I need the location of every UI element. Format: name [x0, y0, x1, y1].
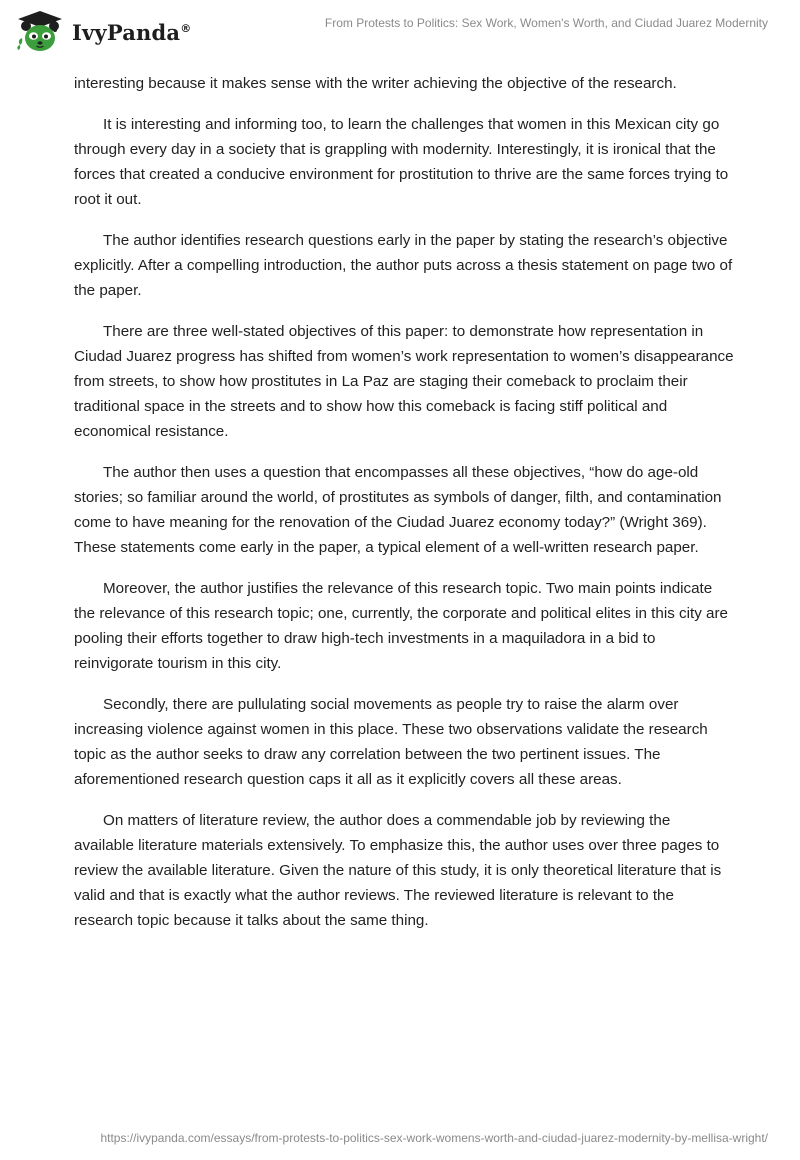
paragraph: There are three well-stated objectives of this paper: to demonstrate how representation in Ciudad Juarez progress has shifted from women’s work representation to women’s disappearance from streets, to show how prostitutes in La Paz are staging their comeback to proclaim their traditional space in the streets and to show how this comeback is facing stiff political and economical resistance. [74, 323, 734, 440]
brand-name: IvyPanda® [72, 19, 192, 45]
registered-mark: ® [180, 21, 192, 35]
paragraph: Secondly, there are pullulating social movements as people try to raise the alarm over increasing violence against women in this place. These two observations validate the research topic as the author seeks to draw any correlation between the two pertinent issues. The aforementioned research question caps it all as it explicitly covers all these areas. [74, 696, 708, 788]
source-url[interactable]: https://ivypanda.com/essays/from-protests-to-politics-sex-work-womens-worth-and-ciudad-juarez-modernity-by-mellisa-wright/ [100, 1131, 768, 1145]
paragraph: The author then uses a question that encompasses all these objectives, “how do age-old stories; so familiar around the world, of prostitutes as symbols of danger, filth, and contamination come to have meaning for the renovation of the Ciudad Juarez economy today?” (Wright 369). These statements come early in the paper, a typical element of a well-written research paper. [74, 464, 722, 556]
brand-logo[interactable] [14, 8, 191, 56]
paragraph: On matters of literature review, the author does a commendable job by reviewing the available literature materials extensively. To emphasize this, the author uses over three pages to review the available literature. Given the nature of this study, it is only theoretical literature that is valid and that is exactly what the author reviews. The reviewed literature is relevant to the research topic because it talks about the same thing. [74, 812, 722, 929]
panda-mascot-icon [14, 9, 66, 55]
page-header [0, 0, 800, 60]
paragraph: Moreover, the author justifies the relevance of this research topic. Two main points indicate the relevance of this research topic; one, currently, the corporate and political elites in this city are pooling their efforts together to draw high-tech investments in a maquiladora in a bid to reinvigorate tourism in this city. [74, 580, 728, 672]
paragraph-continuation: interesting because it makes sense with the writer achieving the objective of the research. [74, 75, 677, 92]
document-title: From Protests to Politics: Sex Work, Women's Worth, and Ciudad Juarez Modernity [324, 16, 768, 30]
paragraph: The author identifies research questions early in the paper by stating the research’s objective explicitly. After a compelling introduction, the author puts across a thesis statement on page two of the paper. [74, 232, 733, 299]
paragraph: It is interesting and informing too, to learn the challenges that women in this Mexican city go through every day in a society that is grappling with modernity. Interestingly, it is ironical that the forces that created a conducive environment for prostitution to thrive are the same forces trying to root it out. [74, 116, 729, 208]
essay-body [74, 71, 734, 949]
